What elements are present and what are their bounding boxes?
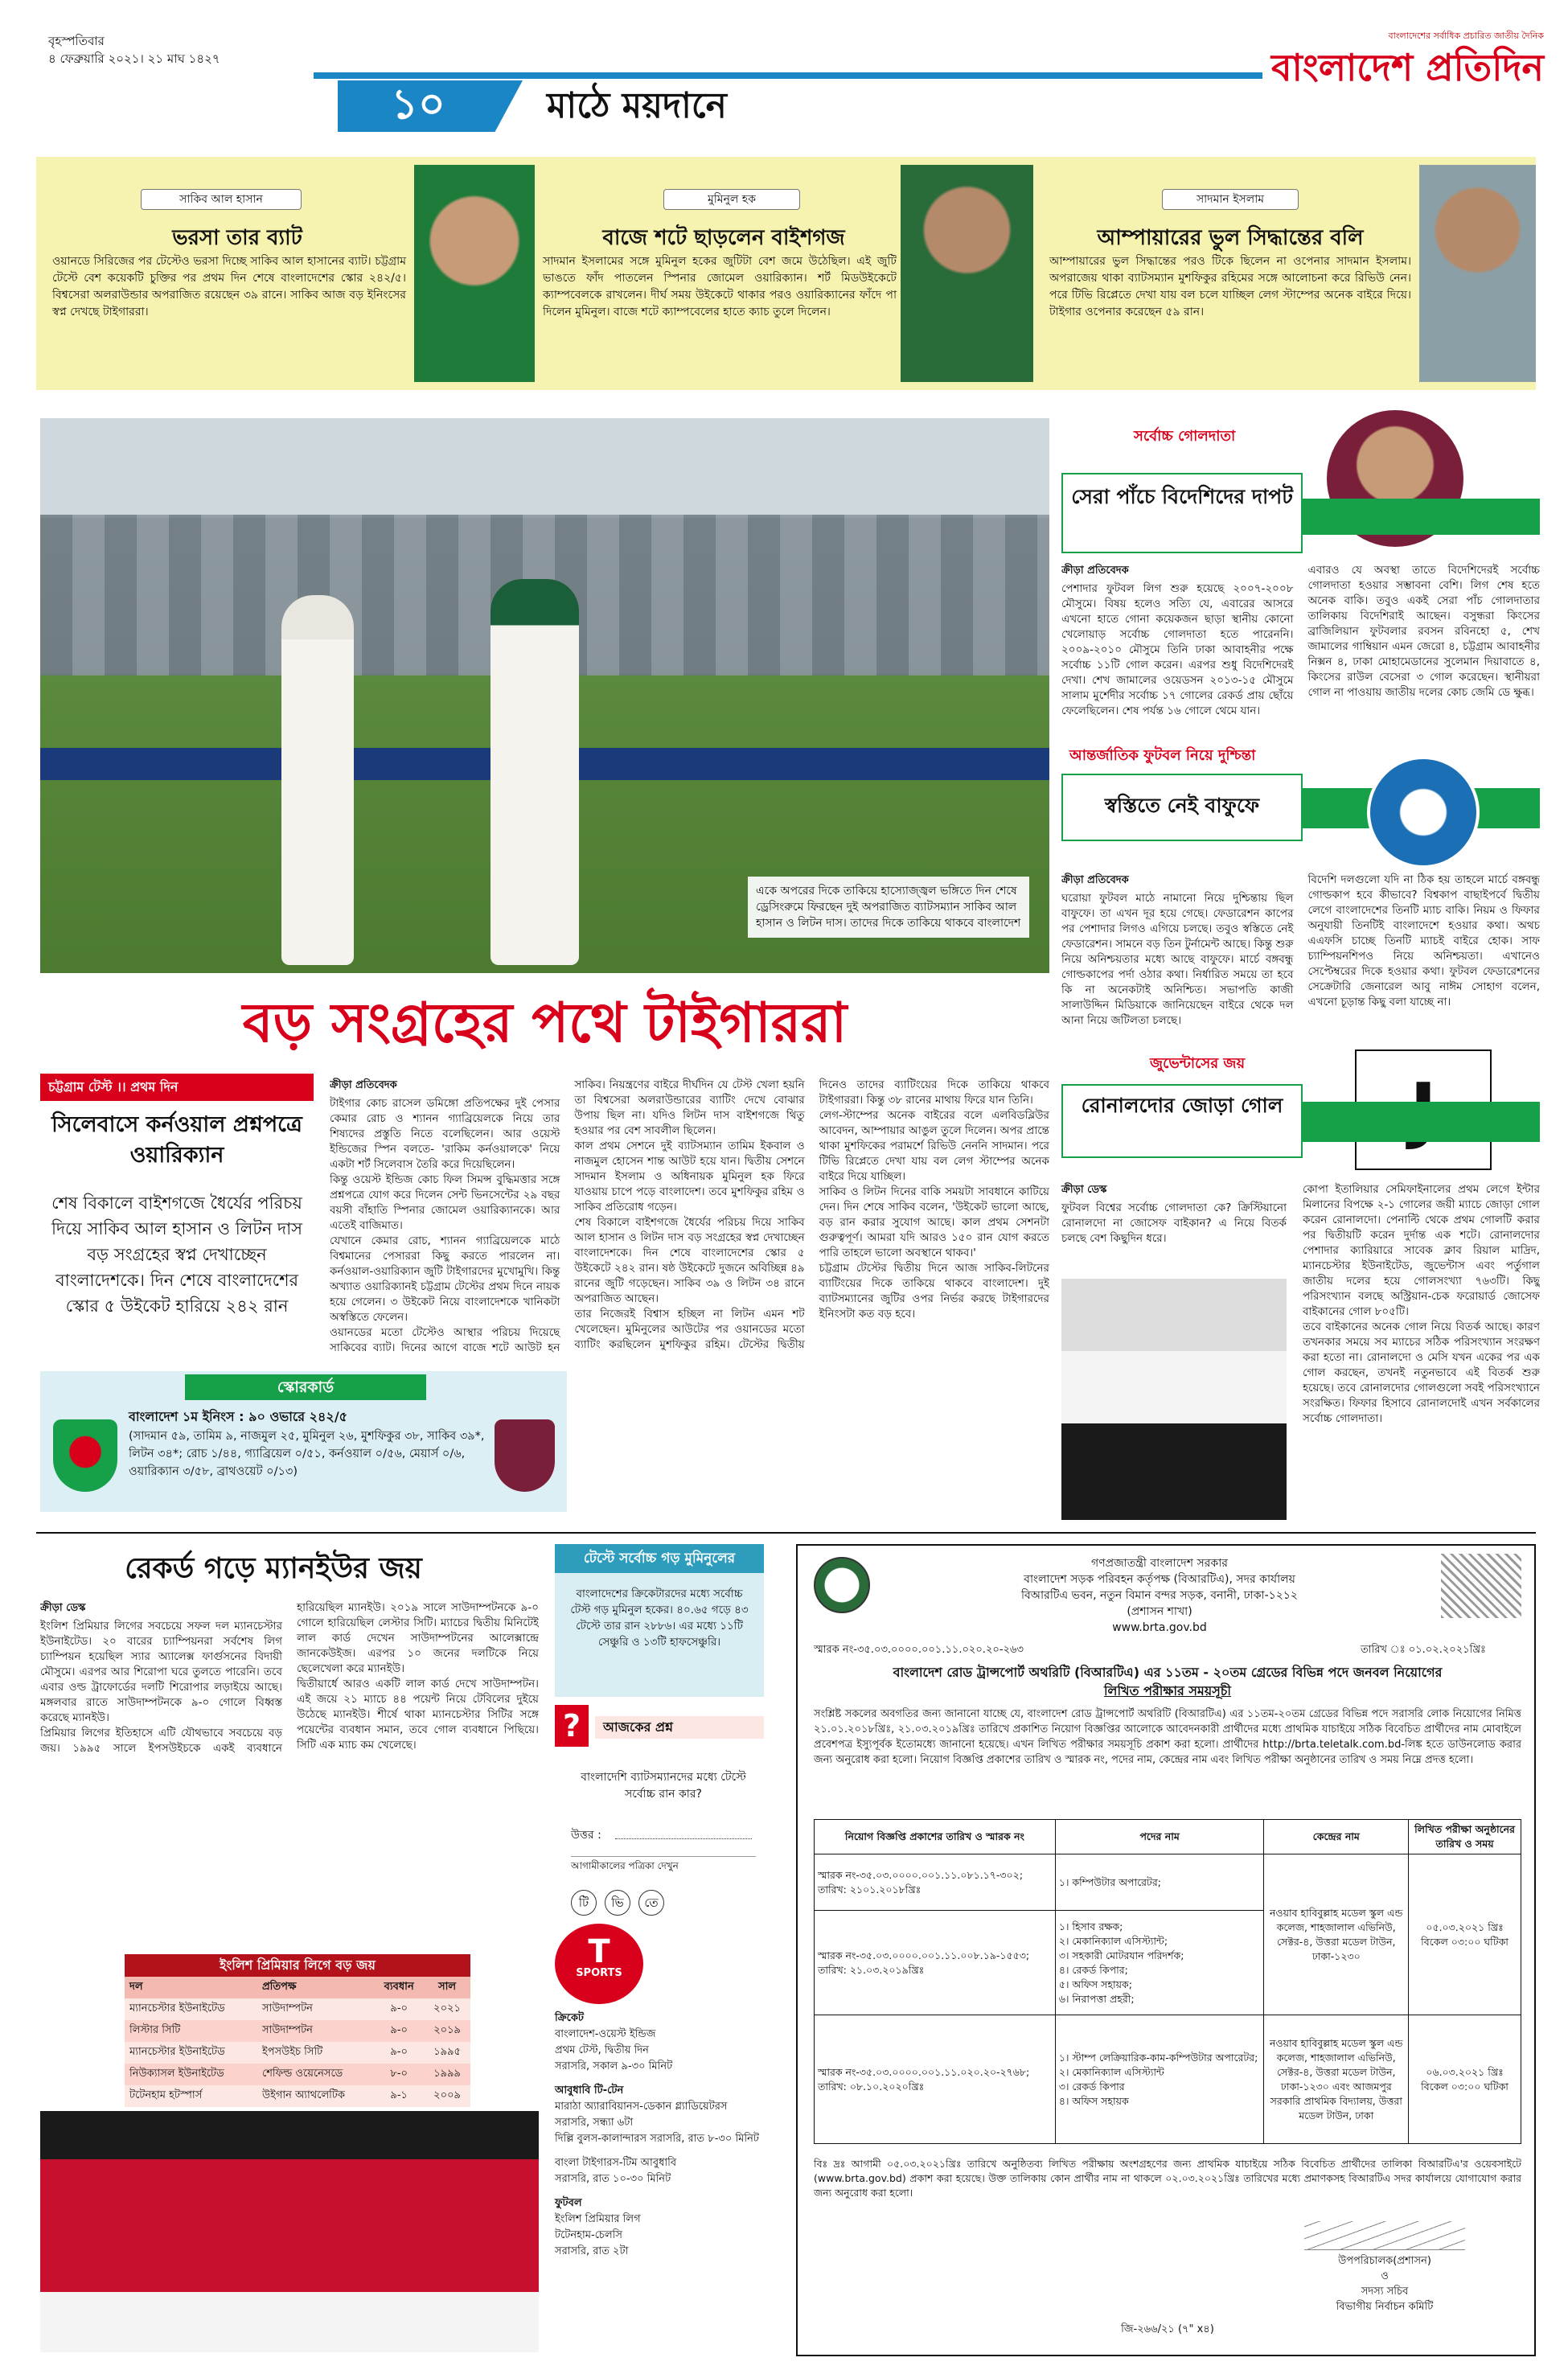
tsports-logo-text: SPORTS: [576, 1967, 622, 1979]
top-strip: [36, 157, 1536, 390]
epl-cell: ২০০৯: [433, 2089, 461, 2101]
signature: [1304, 2221, 1465, 2250]
ronaldo-photo: [1061, 1279, 1287, 1520]
ad-table: [814, 1819, 1521, 2144]
tv-heading-letter: ভি: [605, 1890, 630, 1916]
r3-paragraph: তবে বাইকানের অনেক গোল নিয়ে বিতর্ক আছে। কারণ তখনকার সময়ে সব ম্যাচের সঠিক পরিসংখ্যান সংরক্ষণ করা হতো না। রোনালদো ও মেসি যখন একের পর এক গোল করছেন, তখনই নতুনভাবে এই বিতর্ক শুরু হয়েছে। তবে রোনালদোর গোলগুলো সবই পরিসংখ্যানে সংরক্ষিত। ফিফার হিসাবে রোনালদোই এখন সর্বকালের সর্বোচ্চ গোলদাতা।: [1303, 1320, 1540, 1425]
scorecard: [40, 1371, 567, 1512]
ad-cell-center: নওয়াব হাবিবুল্লাহ মডেল স্কুল এন্ড কলেজ, শাহজালাল এভিনিউ, সেক্টর-৪, উত্তরা মডেল টাউন, ঢাকা-১২৩০: [1264, 1854, 1409, 2015]
ad-title: বাংলাদেশ রোড ট্রান্সপোর্ট অথরিটি (বিআরটিএ) এর ১১তম - ২০তম গ্রেডের বিভিন্ন পদে জনবল নিয়োগের: [893, 1665, 1443, 1680]
r1-band: [1303, 499, 1540, 535]
lead-paragraph: যেখানে কেমার রোচ, শ্যানন গ্যাব্রিয়েলকে মাঠে বিশ্বমানের পেসাররা কিছু করতে পারলেন না। কর্নওয়াল-ওয়ারিক্যান জুটি টাইগারদের মুখোমুখি। কিন্তু অখ্যাত ওয়ারিক্যানই চট্টগ্রাম টেস্টের প্রথম দিনে নায়ক হয়ে গেলেন। ৩ উইকেট নিয়ে বাংলাদেশকে খানিকটা অস্বস্তিতে ফেলেন।: [330, 1234, 560, 1324]
epl-table-title: ইংলিশ প্রিমিয়ার লিগে বড় জয়: [125, 1954, 470, 1977]
tv-detail: প্রথম টেস্ট, দ্বিতীয় দিন: [555, 2044, 649, 2056]
r3-body: [1303, 1182, 1540, 1520]
table-row: [125, 2020, 470, 2042]
section-title: মাঠে ময়দানে: [547, 85, 727, 126]
r3-headline: রোনালদোর জোড়া গোল: [1081, 1094, 1283, 1117]
tv-heading-letter: টি: [571, 1890, 597, 1916]
bafufe-logo-icon: [1367, 756, 1480, 869]
ad-post: ৩। রেকর্ড কিপার: [1058, 2080, 1125, 2093]
table-row: [125, 2085, 470, 2107]
ad-cell-posts: [1055, 2015, 1264, 2144]
tv-time: সরাসরি, সকাল ৯-৩০ মিনিট: [555, 2060, 673, 2072]
epl-cell: ১৯৯৫: [433, 2046, 461, 2058]
epl-col-header: ব্যবধান: [384, 1981, 414, 1993]
r3-paragraph: কোপা ইতালিয়ার সেমিফাইনালের প্রথম লেগে ইন্টার মিলানের বিপক্ষে ২-১ গোলের জয়ী ম্যাচে জোড়া গোল করেন রোনালদো। পেনাল্টি থেকে প্রথম গোলটি করার পর দ্বিতীয়টি করেন দুর্দান্ত এক শটে। রোনালদোর পেশাদার ক্যারিয়ারে সাবেক ক্লাব রিয়াল মাদ্রিদ, ম্যানচেস্টার ইউনাইটেড, জুভেন্টাস এবং পর্তুগাল জাতীয় দলের হয়ে গোলসংখ্যা ৭৬৩টি। কিছু পরিসংখ্যান বলছে অস্ট্রিয়ান-চেক ফরোয়ার্ড জোসেফ বাইকানের গোল ৮০৫টি।: [1303, 1183, 1540, 1318]
epl-table-box: [125, 1954, 470, 2107]
brand-logo: বাংলাদেশ প্রতিদিন: [1270, 46, 1544, 89]
tv-heading-letter: তে: [638, 1890, 664, 1916]
page-number-banner: [314, 72, 1262, 79]
ad-org: বাংলাদেশ সড়ক পরিবহন কর্তৃপক্ষ (বিআরটিএ), সদর কার্যালয়: [1024, 1573, 1295, 1586]
scorecard-batting: (সাদমান ৫৯, তামিম ৯, নাজমুল ২৫, মুমিনুল ২৬, মুশফিকুর ৩৮, সাকিব ৩৯*, লিটন ৩৪*; রোচ ১/৪৪, গ্যাব্রিয়েল ০/৫১, কর্নওয়াল ০/৫৬, মেয়ার্স ০/৬, ওয়ারিক্যান ৩/৫৮, ব্রাথওয়েট ০/১৩): [129, 1430, 485, 1478]
momin-box-title: টেস্টে সর্বোচ্চ গড় মুমিনুলের: [555, 1544, 764, 1573]
ad-cell-posts: [1055, 1911, 1264, 2015]
ad-sign-title: উপপরিচালক(প্রশাসন): [1338, 2255, 1431, 2267]
r1-kicker: সর্বোচ্চ গোলদাতা: [1134, 428, 1236, 445]
strip-item-3: [1033, 157, 1536, 390]
epl-cell: ৯-০: [390, 2002, 408, 2015]
quiz-answer-line: [615, 1838, 752, 1839]
lead-summary: শেষ বিকালে বাইশগজে ধৈর্যের পরিচয় দিয়ে সাকিব আল হাসান ও লিটন দাস বড় সংগ্রহের স্বপ্ন দেখাচ্ছেন বাংলাদেশকে। দিন শেষে বাংলাদেশের স্কোর ৫ উইকেট হারিয়ে ২৪২ রান: [51, 1193, 303, 1316]
lead-subhead: সিলেবাসে কর্নওয়াল প্রশ্নপত্রে ওয়ারিক্যান: [51, 1112, 302, 1168]
ad-cell-center: নওয়াব হাবিবুল্লাহ মডেল স্কুল এন্ড কলেজ, শাহজালাল এভিনিউ, সেক্টর-৪, উত্তরা মডেল টাউন, ঢাকা-১২৩০ এবং আজমপুর সরকারি প্রাথমিক বিদ্যালয়, উত্তরা মডেল টাউন, ঢাকা: [1264, 2015, 1409, 2144]
strip-text: ওয়ানডে সিরিজের পর টেস্টেও ভরসা দিচ্ছে সাকিব আল হাসানের ব্যাট। চট্টগ্রাম টেস্টে বেশ কয়েকটি চুক্তির পর প্রথম দিন শেষে বাংলাদেশের স্কোর ২৪২/৫। বিশ্বসেরা অলরাউন্ডার অপরাজিত রয়েছেন ৩৯ রানে। সাকিব আজ বড় ইনিংসের স্বপ্ন দেখছে টাইগাররা।: [52, 255, 406, 318]
epl-cell: লিস্টার সিটি: [129, 2024, 181, 2036]
strip-item-2: [535, 157, 1033, 390]
r3-byline: ক্রীড়া ডেস্ক: [1061, 1184, 1107, 1196]
r3-intro-text: ফুটবল বিশ্বের সর্বোচ্চ গোলদাতা কে? ক্রিস্টিয়ানো রোনালদো না জোসেফ বাইকান? এ নিয়ে বিতর্ক চলছে বেশ কিছুদিন ধরে।: [1061, 1201, 1287, 1245]
section-divider: [36, 1532, 1536, 1534]
ad-post: ১। হিসাব রক্ষক;: [1058, 1920, 1123, 1932]
strip-name-tag: মুমিনুল হক: [663, 189, 800, 210]
lead-kicker: চট্টগ্রাম টেস্ট ।। প্রথম দিন: [40, 1074, 314, 1101]
epl-col-header: সাল: [438, 1981, 457, 1993]
tv-detail: টটেনহাম-চেলসি: [555, 2229, 622, 2241]
epl-cell: ১৯৯৯: [433, 2068, 461, 2080]
table-row: [125, 1998, 470, 2020]
epl-cell: ৮-০: [390, 2068, 408, 2080]
manutd-paragraph: দ্বিতীয়ার্ধে আরও একটি লাল কার্ড দেখে সাউদাম্পটন। এই জয়ে ২১ ম্যাচে ৪৪ পয়েন্ট নিয়ে টেবিলের দুইয়ে উঠেছে ম্যানইউ। শীর্ষে থাকা ম্যানচেস্টার সিটির সঙ্গে পয়েন্টের ব্যবধান সমান, তবে গোল ব্যবধানে পিছিয়ে। সিটি এক ম্যাচ কম খেলেছে।: [297, 1678, 539, 1752]
ad-sign-role2: বিভাগীয় নির্বাচন কমিটি: [1336, 2301, 1434, 2313]
epl-cell: ২০২১: [433, 2002, 461, 2015]
ad-cell-time: ০৫.০৩.২০২১ খ্রিঃ বিকেল ০৩:০০ ঘটিকা: [1409, 1854, 1521, 2015]
strip-photo-1: [414, 165, 535, 382]
ad-body: সংশ্লিষ্ট সকলের অবগতির জন্য জানানো যাচ্ছে যে, বাংলাদেশ রোড ট্রান্সপোর্ট অথরিটি (বিআরটিএ) এর ১১তম-২০তম গ্রেডের বিভিন্ন পদে সরাসরি লোক নিয়োগের নিমিত্ত ২১.০১.২০১৮খ্রিঃ, ২১.০৩.২০১৯খ্রিঃ তারিখে প্রকাশিত নিয়োগ বিজ্ঞপ্তির আলোকে আবেদনকারী প্রার্থীদের মধ্যে প্রাথমিক যাচাইয়ে সঠিক বিবেচিত প্রার্থীদের নাম মোবাইলে প্রবেশপত্র ইস্যুপূর্বক ইতোমধ্যে জানানো হয়েছে। এখন লিখিত পরীক্ষার সময়সূচি প্রকাশ করা হলো। প্রার্থীদের http://brta.teletalk.com.bd-লিঙ্ক হতে ডাউনলোড করার জন্য অনুরোধ করা হলো। নিয়োগ বিজ্ঞপ্তি প্রকাশের তারিখ ও স্মারক নং, পদের নাম, কেন্দ্রের নাম এবং লিখিত পরীক্ষা অনুষ্ঠানের তারিখ ও সময় নিম্নে প্রদত্ত হলো।: [814, 1708, 1521, 1766]
tv-heading: [571, 1890, 664, 1916]
tv-time: সরাসরি, রাত ২টা: [555, 2245, 629, 2257]
dateline: [48, 32, 220, 68]
epl-cell: ৯-১: [390, 2089, 408, 2101]
tv-sport: আবুধাবি টি-টেন: [555, 2084, 624, 2097]
tv-event: ইংলিশ প্রিমিয়ার লিগ: [555, 2213, 641, 2225]
brand-tagline: বাংলাদেশের সর্বাধিক প্রচারিত জাতীয় দৈনিক: [1388, 31, 1544, 41]
tv-sport: ক্রিকেট: [555, 2012, 584, 2024]
r3-kicker: জুভেন্টাসের জয়: [1150, 1055, 1246, 1072]
manutd-paragraph: প্রিমিয়ার লিগের ইতিহাসে এটি যৌথভাবে সবচেয়ে বড় জয়। ১৯৯৫ সালে ইপসউইচকে একই ব্যবধানে হারিয়েছিল ম্যানইউ। ২০১৯ সালে সাউদাম্পটনকে ৯-০ গোলে হারিয়েছিল লেস্টার সিটি। ম্যাচের দ্বিতীয় মিনিটেই লাল কার্ড দেখেন সাউদাম্পটনের আলেক্সান্দ্রে জানকেউইজ। এরপর ১০ জনের দলটিকে নিয়ে ছেলেখেলা করে ম্যানইউ।: [40, 1601, 539, 1755]
lead-byline: ক্রীড়া প্রতিবেদক: [330, 1079, 397, 1091]
lead-paragraph: তার নিজেরই বিশ্বাস হচ্ছিল না লিটন এমন শট খেলেছেন। মুমিনুলের আউটের পর ওয়ানডের মতো ব্যাটিং করছিলেন মুশফিকুর রহিম। টেস্টের দ্বিতীয় দিনেও তাদের ব্যাটিংয়ের দিকে তাকিয়ে থাকবে টাইগাররা। কিন্তু ৩৮ রানের মাথায় ফিরে যান তিনি।: [574, 1078, 1049, 1351]
quiz-title: আজকের প্রশ্ন: [595, 1716, 764, 1739]
r1-headline: সেরা পাঁচে বিদেশিদের দাপট: [1071, 485, 1293, 508]
strip-text: আম্পায়ারের ভুল সিদ্ধান্তের পরও টিকে ছিলেন না ওপেনার সাদমান ইসলাম। অপরাজেয় থাকা ব্যাটসম্যান মুশফিকুর রহিমের সঙ্গে আলোচনা করে রিভিউ নেন। পরে টিভি রিপ্লেতে দেখা যায় বল চলে যাচ্ছিল লেগ স্টাম্পের অনেক বাইরে দিয়ে। টাইগার ওপেনার করেছেন ৫৯ রান।: [1049, 255, 1411, 318]
ad-sign-role1: সদস্য সচিব: [1361, 2286, 1409, 2298]
epl-cell: সাউদাম্পটন: [261, 2002, 313, 2015]
ad-code: জি-২৬৬/২১ (৭" x৪): [1121, 2323, 1214, 2335]
right-column: [1061, 410, 1540, 1524]
epl-cell: ম্যানচেস্টার ইউনাইটেড: [129, 2046, 225, 2058]
page-number: ১০: [391, 80, 445, 129]
ad-col-header: নিয়োগ বিজ্ঞপ্তি প্রকাশের তারিখ ও স্মারক নং: [815, 1820, 1056, 1854]
manutd-headline: রেকর্ড গড়ে ম্যানইউর জয়: [125, 1552, 422, 1585]
epl-cell: নিউক্যাসল ইউনাইটেড: [129, 2068, 224, 2080]
ad-post: ৪। অফিস সহায়ক: [1058, 2094, 1129, 2107]
ad-date: তারিখ ঃ ০১.০২.২০২১খ্রিঃ: [1361, 1644, 1486, 1656]
tv-detail: সরাসরি, সন্ধ্যা ৬টা: [555, 2117, 634, 2129]
momin-box-text: বাংলাদেশের ক্রিকেটারদের মধ্যে সর্বোচ্চ টেস্ট গড় মুমিনুল হকের। ৪০.৬৫ গড়ে ৪৩ টেস্টে তার রান ২৮৮৬। এর মধ্যে ১১টি সেঞ্চুরি ও ১৩টি হাফসেঞ্চুরি।: [570, 1587, 749, 1649]
ad-post: ২। মেকানিক্যাল এসিস্ট্যান্ট;: [1058, 1934, 1168, 1947]
mujib-logo-icon: [1441, 1554, 1521, 1618]
tv-event: বাংলাদেশ-ওয়েস্ট ইন্ডিজ: [555, 2028, 656, 2040]
epl-cell: ইপসউইচ সিটি: [261, 2046, 323, 2058]
ad-post: ১। কম্পিউটার অপারেটর;: [1058, 1875, 1161, 1888]
epl-cell: টটেনহাম হটস্পার্স: [129, 2089, 203, 2101]
ad-address: বিআরটিএ ভবন, নতুন বিমান বন্দর সড়ক, বনানী, ঢাকা-১২১২: [1021, 1589, 1298, 1602]
ad-cell-memo: স্মারক নং-৩৫.০৩.০০০০.০০১.১১.০৮১.১৭-৩০২; তারিখ: ২১০১.২০১৮খ্রিঃ: [815, 1854, 1056, 1911]
quiz-answer-label: উত্তর :: [571, 1829, 601, 1842]
list-item: [555, 2155, 764, 2187]
ad-col-header: কেন্দ্রের নাম: [1264, 1820, 1409, 1854]
tv-time: দিল্লি বুলস-কালান্দারস সরাসরি, রাত ৮-৩০ মিনিট: [555, 2133, 759, 2145]
strip-text: সাদমান ইসলামের সঙ্গে মুমিনুল হকের জুটিটা বেশ জমে উঠেছিল। এই জুটি ভাঙতে ফাঁদ পাতলেন স্পিনার জোমেল ওয়ারিক্যান। শর্ট মিডউইকেটে ক্যাম্পবেলকে রাখলেন। দীর্ঘ সময় উইকেটে থাকার পরও ওয়ারিক্যানের ফাঁদে পা দিলেন মুমিনুল। বাজে শটে ক্যাম্পবেলের হাতে ক্যাচ তুলে দিলেন।: [543, 255, 897, 318]
manutd-paragraph: ইংলিশ প্রিমিয়ার লিগের সবচেয়ে সফল দল ম্যানচেস্টার ইউনাইটেড। ২০ বারের চ্যাম্পিয়নরা সর্বশেষ লিগ চ্যাম্পিয়ন হয়েছিল স্যার অ্যালেক্স ফার্গুসনের বিদায়ী মৌসুমে। এরপর আর শিরোপা ঘরে তুলতে পারেনি। তবে এবার ওল্ড ট্রাফোর্ডের দলটি শিরোপার লড়াইয়ে আছে। মঙ্গলবার রাতে সাউদাম্পটনকে ৯-০ গোলে বিধ্বস্ত করেছে ম্যানইউ।: [40, 1620, 282, 1724]
strip-photo-2: [901, 165, 1033, 382]
epl-col-header: দল: [129, 1981, 143, 1993]
ad-sign-and: ও: [1381, 2270, 1389, 2282]
r3-intro: [1061, 1182, 1287, 1247]
lead-paragraph: লেগ-স্টাম্পের অনেক বাইরের বলে এলবিডব্লিউর আবেদন, আম্পায়ার আঙুল তুলে দিলেন। অপর প্রান্তে থাকা মুশফিকের পরামর্শে রিভিউ নেননি সাদমান। পরে টিভি রিপ্লেতে দেখা যায় বল লেগ স্টাম্পের অনেক বাইরে দিয়ে যাচ্ছিল।: [819, 1109, 1049, 1183]
strip-photo-3: [1419, 165, 1536, 382]
ad-branch: (প্রশাসন শাখা): [1127, 1605, 1192, 1618]
table-row: [815, 2015, 1521, 2144]
epl-table: [125, 1977, 470, 2107]
table-row: [125, 2064, 470, 2085]
ad-col-header: পদের নাম: [1055, 1820, 1264, 1854]
epl-cell: ৯-০: [390, 2046, 408, 2058]
r1-paragraph: এবারও যে অবস্থা তাতে বিদেশিদেরই সর্বোচ্চ গোলদাতা হওয়ার সম্ভাবনা বেশি। লিগ শেষ হতে অনেক বাকি। তবুও একই সেরা পাঁচ গোলদাতার তালিকায় বিদেশিরাই আছেন। বসুন্ধরা কিংসের ব্রাজিলিয়ান ফুটবলার রবসন রবিনহো ৫, শেখ জামালের গাম্বিয়ান এমন জেরো ৪, চট্টগ্রাম আবাহনীর নিক্সন ৪, ঢাকা মোহামেডানের সুলেমান দিয়াবাতে ৪, কিংসের রাউল বেসেরা ৩ গোল করেছেন। স্থানীয়রা গোল না পাওয়ায় জাতীয় দলের কোচ জেমি ডে ক্ষুব্ধ।: [1307, 564, 1540, 699]
quiz-box: [555, 1705, 764, 1882]
tv-sport: ফুটবল: [555, 2197, 582, 2209]
ad-cell-posts: [1055, 1854, 1264, 1911]
lead-headline: বড় সংগ্রহের পথে টাইগাররা: [242, 992, 848, 1055]
table-row: [815, 1854, 1521, 1911]
epl-col-header: প্রতিপক্ষ: [261, 1981, 297, 1993]
epl-cell: উইগান অ্যাথলেটিক: [261, 2089, 346, 2101]
r1-byline: ক্রীড়া প্রতিবেদক: [1061, 565, 1129, 577]
masthead: [0, 0, 1568, 153]
r2-body: [1061, 873, 1540, 1045]
list-item: [555, 2011, 764, 2075]
scorecard-innings: বাংলাদেশ ১ম ইনিংস : ৯০ ওভারে ২৪২/৫: [129, 1409, 348, 1424]
ad-cell-memo: স্মারক নং-৩৫.০৩.০০০০.০০১.১১.০০৮.১৯-১৫৫৩; তারিখ: ২১.০৩.২০১৯খ্রিঃ: [815, 1911, 1056, 2015]
strip-headline: ভরসা তার ব্যাট: [172, 226, 302, 250]
lead-paragraph: সাকিব ও লিটন দিনের বাকি সময়টা সাবধানে কাটিয়ে দেন। দিন শেষে সাকিব বলেন, 'উইকেট ভালো আছে, বড় রান করার সুযোগ আছে। কাল প্রথম সেশনটা গুরুত্বপূর্ণ। আমরা যদি আরও ১৫০ রান যোগ করতে পারি তাহলে ভালো অবস্থানে থাকব।': [819, 1185, 1049, 1259]
ad-note: বিঃ দ্রঃ আগামী ০৫.০৩.২০২১খ্রিঃ তারিখে অনুষ্ঠিতব্য লিখিত পরীক্ষায় অংশগ্রহণের জন্য প্রাথমিক যাচাইয়ে সঠিক বিবেচিত প্রার্থীদের তালিকা বিআরটিএ'র ওয়েবসাইটে (www.brta.gov.bd) প্রকাশ করা হয়েছে। উক্ত তালিকায় কোন প্রার্থীর নাম না থাকলে ০২.০৩.২০২১খ্রিঃ তারিখের মধ্যে প্রমাণকসহ বিআরটিএ সদর কার্যালয়ে যোগাযোগ করার জন্য অনুরোধ করা হলো।: [814, 2158, 1521, 2199]
lead-paragraph: চট্টগ্রাম টেস্টের দ্বিতীয় দিনে আজ সাকিব-লিটনের ব্যাটিংয়ের দিকে তাকিয়ে থাকবে বাংলাদেশ। দুই ব্যাটসম্যানের জুটির ওপর নির্ভর করছে টাইগারদের ইনিংসটা কত বড় হবে।: [819, 1262, 1049, 1320]
tv-listings: [555, 2011, 764, 2260]
strip-headline: বাজে শটে ছাড়লেন বাইশগজ: [602, 226, 845, 250]
dateline-date: ৪ ফেব্রুয়ারি ২০২১। ২১ মাঘ ১৪২৭: [48, 51, 220, 66]
epl-cell: ২০১৯: [433, 2024, 461, 2036]
epl-cell: ৯-০: [390, 2024, 408, 2036]
question-mark-icon: ?: [555, 1705, 589, 1747]
ad-col-header: লিখিত পরীক্ষা অনুষ্ঠানের তারিখ ও সময়: [1409, 1820, 1521, 1854]
strip-name-tag: সাদমান ইসলাম: [1162, 189, 1299, 210]
epl-cell: শেফিল্ড ওয়েনেসডে: [261, 2068, 343, 2080]
lead-paragraph: টাইগার কোচ রাসেল ডমিঙ্গো প্রতিপক্ষের দুই পেসার কেমার রোচ ও শ্যানন গ্যাব্রিয়েলকে নিয়ে তার শিষ্যদের প্রস্তুতি নিতে বলেছিলেন। আর ওয়েস্ট ইন্ডিজের স্পিন বলতে- 'রাকিম কর্নওয়ালকে' নিয়ে একটা শর্ট সিলেবাস তৈরি করে দিয়েছিলেন।: [330, 1097, 560, 1171]
strip-name-tag: সাকিব আল হাসান: [141, 189, 302, 210]
mid-column: [555, 1544, 764, 2356]
ad-post: ৪। রেকর্ড কিপার;: [1058, 1963, 1128, 1976]
manutd-body: [40, 1600, 539, 1946]
r2-kicker: আন্তর্জাতিক ফুটবল নিয়ে দুশ্চিন্তা: [1069, 747, 1256, 764]
ad-post: ২। মেকানিক্যাল এসিস্ট্যান্ট: [1058, 2065, 1164, 2078]
brta-ad: [796, 1544, 1536, 2356]
bangladesh-badge-icon: [53, 1419, 117, 1492]
manutd-byline: ক্রীড়া ডেস্ক: [40, 1602, 86, 1614]
tv-detail: সরাসরি, রাত ১০-৩০ মিনিট: [555, 2173, 671, 2185]
ad-post: ১। স্টাম্প লেক্রিয়ারিক-কাম-কম্পিউটার অপারেটর;: [1058, 2051, 1258, 2064]
ad-cell-memo: স্মারক নং-৩৫.০৩.০০০০.০০১.১১.০২০.২০-২৭৬৮; তারিখ: ০৮.১০.২০২০খ্রিঃ: [815, 2015, 1056, 2144]
strip-item-1: [36, 157, 535, 390]
tv-box: [555, 1890, 764, 2356]
quiz-note: আগামীকালের পত্রিকা দেখুন: [571, 1856, 756, 1875]
quiz-question: বাংলাদেশি ব্যাটসম্যানদের মধ্যে টেস্টে সর্বোচ্চ রান কার?: [581, 1771, 746, 1801]
photo-caption: একে অপরের দিকে তাকিয়ে হাস্যোজ্জ্বল ভঙ্গিতে দিন শেষে ড্রেসিংরুমে ফিরছেন দুই অপরাজিত ব্যাটসম্যান সাকিব আল হাসান ও লিটন দাস। তাদের দিকে তাকিয়ে থাকবে বাংলাদেশ: [748, 877, 1029, 938]
lead-paragraph: কিন্তু ওয়েস্ট ইন্ডিজ কোচ ফিল সিমন্স বুদ্ধিমত্তার সঙ্গে প্রশ্নপত্রে যোগ করে দিলেন সেন্ট ভিনসেন্টের ২৯ বছর বয়সী বাঁহাতি স্পিনার জোমেল ওয়ারিক্যানকে। আর এতেই বাজিমাত।: [330, 1173, 560, 1232]
ad-signature-block: [1280, 2253, 1489, 2314]
list-item: [555, 2195, 764, 2260]
ad-subtitle: লিখিত পরীক্ষার সময়সূচী: [1103, 1683, 1232, 1698]
epl-cell: ম্যানচেস্টার ইউনাইটেড: [129, 2002, 225, 2015]
ad-header: [878, 1555, 1441, 1636]
ad-gov: গণপ্রজাতন্ত্রী বাংলাদেশ সরকার: [1091, 1557, 1228, 1570]
strip-headline: আম্পায়ারের ভুল সিদ্ধান্তের বলি: [1097, 226, 1364, 250]
batsman-2: [491, 579, 579, 965]
manutd-photo: [40, 2111, 539, 2352]
lead-paragraph: ওয়ানডের মতো টেস্টেও আস্থার পরিচয় দিয়েছে সাকিবের ব্যাট। দিনের আগে বাজে শটে আউট হন সাকিব। নিয়ন্ত্রণের বাইরে দীর্ঘদিন যে টেস্ট খেলা হয়নি তা বিশ্বসেরা অলরাউন্ডারের ব্যাটিং দেখে বোঝার উপায় ছিল না। যদিও লিটন দাস বাইশগজে থিতু হওয়ার পর বেশ সাবলীল ছিলেন।: [330, 1078, 805, 1354]
ad-web: www.brta.gov.bd: [1112, 1621, 1207, 1634]
table-row: [125, 2042, 470, 2064]
list-item: [555, 2083, 764, 2147]
ad-cell-time: ০৬.০৩.২০২১ খ্রিঃ বিকেল ০৩:০০ ঘটিকা: [1409, 2015, 1521, 2144]
tv-event: মারাঠা অ্যারাবিয়ানস-ডেকান গ্ল্যাডিয়েটরস: [555, 2101, 728, 2113]
r2-paragraph: ঘরোয়া ফুটবল মাঠে নামানো নিয়ে দুশ্চিন্তায় ছিল বাফুফে। তা এখন দূর হয়ে গেছে। ফেডারেশন কাপের পর পেশাদার লিগও এগিয়ে চলছে। তবুও স্বস্তিতে নেই ফেডারেশন। সামনে বড় তিন টুর্নামেন্ট আছে। কিন্তু শুরু নিয়ে অনিশ্চয়তার মধ্যে আছে বাফুফে। মার্চে বঙ্গবন্ধু গোল্ডকাপের পর্দা ওঠার কথা। নির্ধারিত সময়ে তা হবে কি না অনেকটাই অনিশ্চিত। সভাপতি কাজী সালাউদ্দিন মিডিয়াকে জানিয়েছেন বাইরে থেকে দল আনা নিয়ে জটিলতা চলছে।: [1061, 892, 1294, 1027]
epl-cell: সাউদাম্পটন: [261, 2024, 313, 2036]
ad-post: ৫। অফিস সহায়ক;: [1058, 1978, 1132, 1990]
ad-post: ৩। সহকারী মোটরযান পরিদর্শক;: [1058, 1949, 1184, 1961]
gov-emblem-icon: [814, 1557, 870, 1613]
r2-byline: ক্রীড়া প্রতিবেদক: [1061, 874, 1129, 886]
scorecard-title: স্কোরকার্ড: [185, 1374, 426, 1400]
r1-body: [1061, 563, 1540, 736]
west-indies-badge-icon: [495, 1419, 555, 1492]
tsports-logo-icon: T SPORTS: [555, 1924, 643, 2004]
r1-paragraph: পেশাদার ফুটবল লিগ শুরু হয়েছে ২০০৭-২০০৮ মৌসুমে। বিষয় হলেও সত্যি যে, এবারের আসরে এখনো হাতে গোনা কয়েকজন ছাড়া স্থানীয় কোনো খেলোয়াড় সর্বোচ্চ গোলদাতা হতে পারেননি। ২০০৯-২০১০ মৌসুমে তিনি ঢাকা আবাহনীর পক্ষে সর্বোচ্চ ১১টি গোল করেন। এরপর শুধু বিদেশিদেরই দেখা। শেখ জামালের ওয়েডসন ২০১৩-১৫ মৌসুমে সালাম মুর্শেদীর সর্বোচ্চ ১৭ গোলের রেকর্ড প্রায় ছোঁয়ে ফেলেছিলেন। শেষ পর্যন্ত ১৬ গোলে থেমে যান।: [1061, 582, 1294, 717]
lead-photo: [40, 418, 1049, 973]
batsman-1: [281, 595, 354, 965]
tv-event: বাংলা টাইগারস-টিম আবুধাবি: [555, 2157, 677, 2169]
lead-paragraph: শেষ বিকালে বাইশগজে ধৈর্যের পরিচয় দিয়ে সাকিব আল হাসান ও লিটন দাস বড় সংগ্রহের স্বপ্ন দেখাচ্ছেন বাংলাদেশকে। দিন শেষে বাংলাদেশের স্কোর ৫ উইকেটে ২৪২ রান। ষষ্ঠ উইকেটে দুজনে অবিচ্ছিন্ন ৪৯ রানের জুটি গড়েছেন। সাকিব ৩৯ ও লিটন ৩৪ রানে অপরাজিত আছেন।: [574, 1216, 805, 1305]
dateline-day: বৃহস্পতিবার: [48, 34, 105, 48]
ad-post: ৬। নিরাপত্তা প্রহরী;: [1058, 1992, 1135, 2005]
lead-paragraph: কাল প্রথম সেশনে দুই ব্যাটসম্যান তামিম ইকবাল ও নাজমুল হোসেন শান্ত আউট হয়ে যান। দ্বিতীয় সেশনে সাদমান ইসলাম ও অধিনায়ক মুমিনুল হক ফিরে যাওয়ায় চাপে পড়ে বাংলাদেশ। তবে মুশফিকুর রহিম ও সাকিব প্রতিরোধ গড়েন।: [574, 1140, 805, 1214]
r2-paragraph: বিদেশি দলগুলো যদি না ঠিক হয় তাহলে মার্চে বঙ্গবন্ধু গোল্ডকাপ হবে কীভাবে? বিশ্বকাপ বাছাইপর্বে দ্বিতীয় লেগে বাংলাদেশের তিনটি ম্যাচ বাকি। নিয়ম ও ফিফার অনুযায়ী তিনটিই বাংলাদেশে হওয়ার কথা। অথচ এএফসি চাচ্ছে তিনটি ম্যাচই বাইরে হোক। সাফ চ্যাম্পিয়নশিপও নিয়ে অনিশ্চয়তা। এখানেও সেপ্টেম্বরের দিকে হওয়ার কথা। ফুটবল ফেডারেশনের সেক্রেটারি জেনারেল আবু নাঈম সোহাগ বলেন, এখনো চূড়ান্ত কিছু বলা যাচ্ছে না।: [1307, 873, 1540, 1008]
momin-box: [555, 1544, 764, 1697]
ad-memo: স্মারক নং-৩৫.০৩.০০০০.০০১.১১.০২০.২০-২৬৩: [814, 1644, 1024, 1656]
r2-headline: স্বস্তিতে নেই বাফুফে: [1104, 794, 1260, 817]
